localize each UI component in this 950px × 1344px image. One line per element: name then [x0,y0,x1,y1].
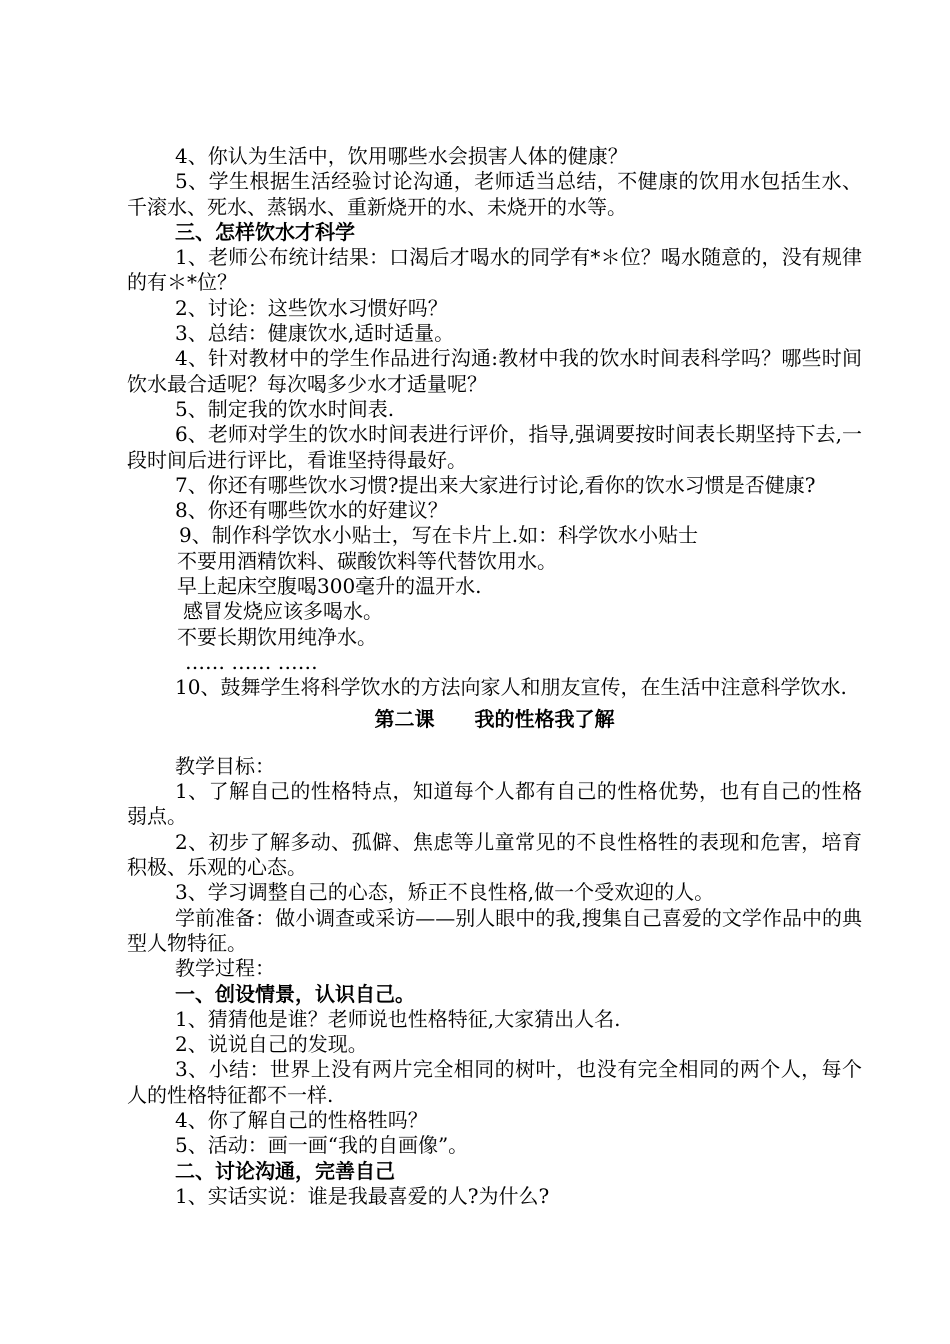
tip-item: 不要用酒精饮料、碳酸饮料等代替饮用水。 [177,548,557,573]
tip-item: 早上起床空腹喝300毫升的温开水. [177,574,482,599]
tip-item: 不要长期饮用纯净水。 [177,624,377,649]
paragraph: 8、你还有哪些饮水的好建议？ [175,498,448,523]
section-heading: 一、创设情景，认识自己。 [175,981,415,1006]
paragraph: 9、制作科学饮水小贴士，写在卡片上.如：科学饮水小贴士 [179,523,699,548]
paragraph: 学前准备：做小调查或采访——别人眼中的我,搜集自己喜爱的文学作品中的典型人物特征。 [127,905,862,955]
paragraph: 2、讨论：这些饮水习惯好吗？ [175,295,448,320]
section-heading: 二、讨论沟通，完善自己 [175,1158,395,1183]
paragraph: 4、针对教材中的学生作品进行沟通:教材中我的饮水时间表科学吗？哪些时间饮水最合适呢？每次喝多少水才适量呢？ [127,346,862,396]
tip-item: 感冒发烧应该多喝水。 [183,599,383,624]
paragraph: 1、实话实说：谁是我最喜爱的人?为什么? [175,1183,550,1208]
paragraph: 3、学习调整自己的心态，矫正不良性格,做一个受欢迎的人。 [175,880,715,905]
paragraph: 5、学生根据生活经验讨论沟通，老师适当总结，不健康的饮用水包括生水、千滚水、死水、蒸锅水、重新烧开的水、未烧开的水等。 [127,169,862,219]
document-body [127,144,862,1209]
paragraph: 2、初步了解多动、孤僻、焦虑等儿童常见的不良性格牲的表现和危害，培育积极、乐观的心态。 [127,829,862,880]
lesson-title: 第二课 我的性格我了解 [374,706,615,731]
paragraph: 教学目标： [175,753,275,778]
ellipsis-line: …… …… …… [185,649,318,674]
paragraph: 教学过程： [175,956,275,981]
paragraph: 1、猜猜他是谁？老师说也性格特征,大家猜出人名. [175,1006,621,1031]
paragraph: 5、制定我的饮水时间表. [175,396,395,421]
paragraph: 4、你认为生活中，饮用哪些水会损害人体的健康？ [175,144,628,168]
paragraph: 2、说说自己的发现。 [175,1032,368,1057]
paragraph: 6、老师对学生的饮水时间表进行评价，指导,强调要按时间表长期坚持下去,一段时间后进行评比，看谁坚持得最好。 [127,422,862,472]
paragraph: 10、鼓舞学生将科学饮水的方法向家人和朋友宣传，在生活中注意科学饮水. [175,675,847,700]
paragraph: 7、你还有哪些饮水习惯?提出来大家进行讨论,看你的饮水习惯是否健康? [175,472,816,497]
paragraph: 4、你了解自己的性格牲吗？ [175,1107,428,1132]
paragraph: 3、小结：世界上没有两片完全相同的树叶，也没有完全相同的两个人，每个人的性格特征都不一样. [127,1057,862,1107]
paragraph: 1、老师公布统计结果：口渴后才喝水的同学有*＊位？喝水随意的，没有规律的有＊*位？ [127,245,862,295]
section-heading: 三、怎样饮水才科学 [175,219,355,244]
paragraph: 1、了解自己的性格特点，知道每个人都有自己的性格优势，也有自己的性格弱点。 [127,779,862,829]
paragraph: 5、活动：画一画“我的自画像”。 [175,1133,469,1158]
paragraph: 3、总结：健康饮水,适时适量。 [175,321,455,346]
